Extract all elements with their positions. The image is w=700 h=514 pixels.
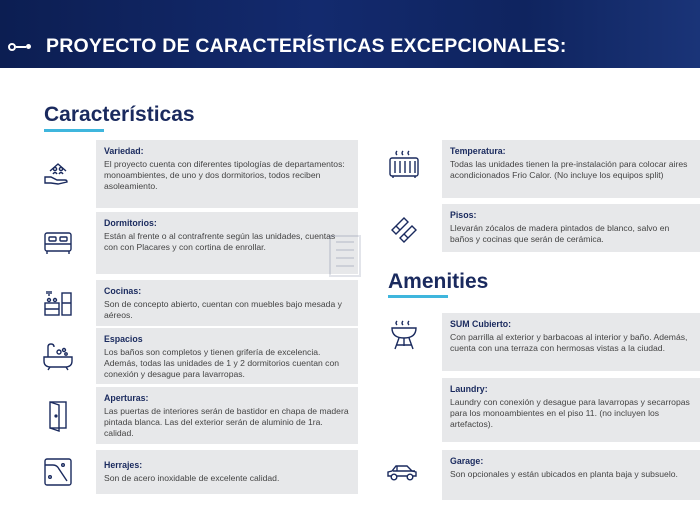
bathtub-icon <box>41 340 75 374</box>
header-banner <box>0 0 700 68</box>
page-title: PROYECTO DE CARACTERÍSTICAS EXCEPCIONALES: <box>46 35 567 57</box>
card-desc: Los baños son completos y tienen grifería de excelencia. Además, todas las unidades de 1 y 2 dormitorios cuentan con conexión y desague para lavarropas. <box>104 347 340 379</box>
door-icon <box>41 398 75 432</box>
card-title: Variedad: <box>104 146 144 156</box>
bullet-dot-icon <box>26 44 31 49</box>
card-laundry <box>442 378 700 442</box>
amenities-heading: Amenities <box>388 270 489 293</box>
card-desc: Las puertas de interiores serán de bastidor en chapa de madera pintada blanca. Las del exterior serán de aluminio de 1ra. calidad. <box>104 406 349 438</box>
card-title: Laundry: <box>450 384 488 394</box>
card-title: Pisos: <box>450 210 477 220</box>
card-title: Garage: <box>450 456 484 466</box>
card-desc: Son opcionales y están ubicados en planta baja y subsuelo. <box>450 469 678 479</box>
card-garage <box>442 450 700 500</box>
card-title: Espacios <box>104 334 143 344</box>
card-pisos <box>442 204 700 252</box>
bed-icon <box>41 225 75 259</box>
card-desc: Llevarán zócalos de madera pintados de blanco, salvo en baños y cocinas que serán de cerámica. <box>450 223 670 244</box>
card-desc: Son de concepto abierto, cuentan con muebles bajo mesada y aéreos. <box>104 299 342 320</box>
card-title: Dormitorios: <box>104 218 157 228</box>
card-desc: Están al frente o al contrafrente según las unidades, cuentas con con Placares y con cortina de enrollar. <box>104 231 336 252</box>
caracteristicas-heading: Características <box>44 103 195 126</box>
radiator-icon <box>387 147 421 181</box>
kitchen-icon <box>41 287 75 321</box>
watermark-building-icon <box>300 228 380 288</box>
card-variedad <box>96 140 358 208</box>
card-aperturas <box>96 387 358 444</box>
card-title: Temperatura: <box>450 146 506 156</box>
hinge-icon <box>41 455 75 489</box>
card-desc: El proyecto cuenta con diferentes tipologías de departamentos: monoambientes, de uno y dos dormitorios, todos reciben asoleamiento. <box>104 159 345 191</box>
card-title: Aperturas: <box>104 393 149 403</box>
floor-tiles-icon <box>387 213 421 247</box>
amenities-underline <box>388 295 448 298</box>
card-temperatura <box>442 140 700 198</box>
card-espacios <box>96 328 358 384</box>
card-herrajes <box>96 450 358 494</box>
card-title: Cocinas: <box>104 286 142 296</box>
caracteristicas-underline <box>44 129 104 132</box>
card-desc: Laundry con conexión y desague para lavarropas y secarropas para los monoambientes en el piso 11. (no incluyen los artefactos). <box>450 397 690 429</box>
card-desc: Son de acero inoxidable de excelente calidad. <box>104 473 280 483</box>
car-icon <box>385 455 419 489</box>
family-hand-icon <box>41 155 75 189</box>
card-desc: Todas las unidades tienen la pre-instalación para colocar aires acondicionados Frio Calor. (No incluye los equipos split) <box>450 159 688 180</box>
bullet-circle-icon <box>8 43 16 51</box>
card-desc: Con parrilla al exterior y barbacoas al interior y baño. Además, cuenta con una terraza con hermosas vistas a la ciudad. <box>450 332 688 353</box>
card-sum-cubierto <box>442 313 700 371</box>
bullet-line-icon <box>16 46 26 48</box>
barbecue-icon <box>387 318 421 352</box>
card-title: Herrajes: <box>104 460 143 470</box>
card-title: SUM Cubierto: <box>450 319 512 329</box>
